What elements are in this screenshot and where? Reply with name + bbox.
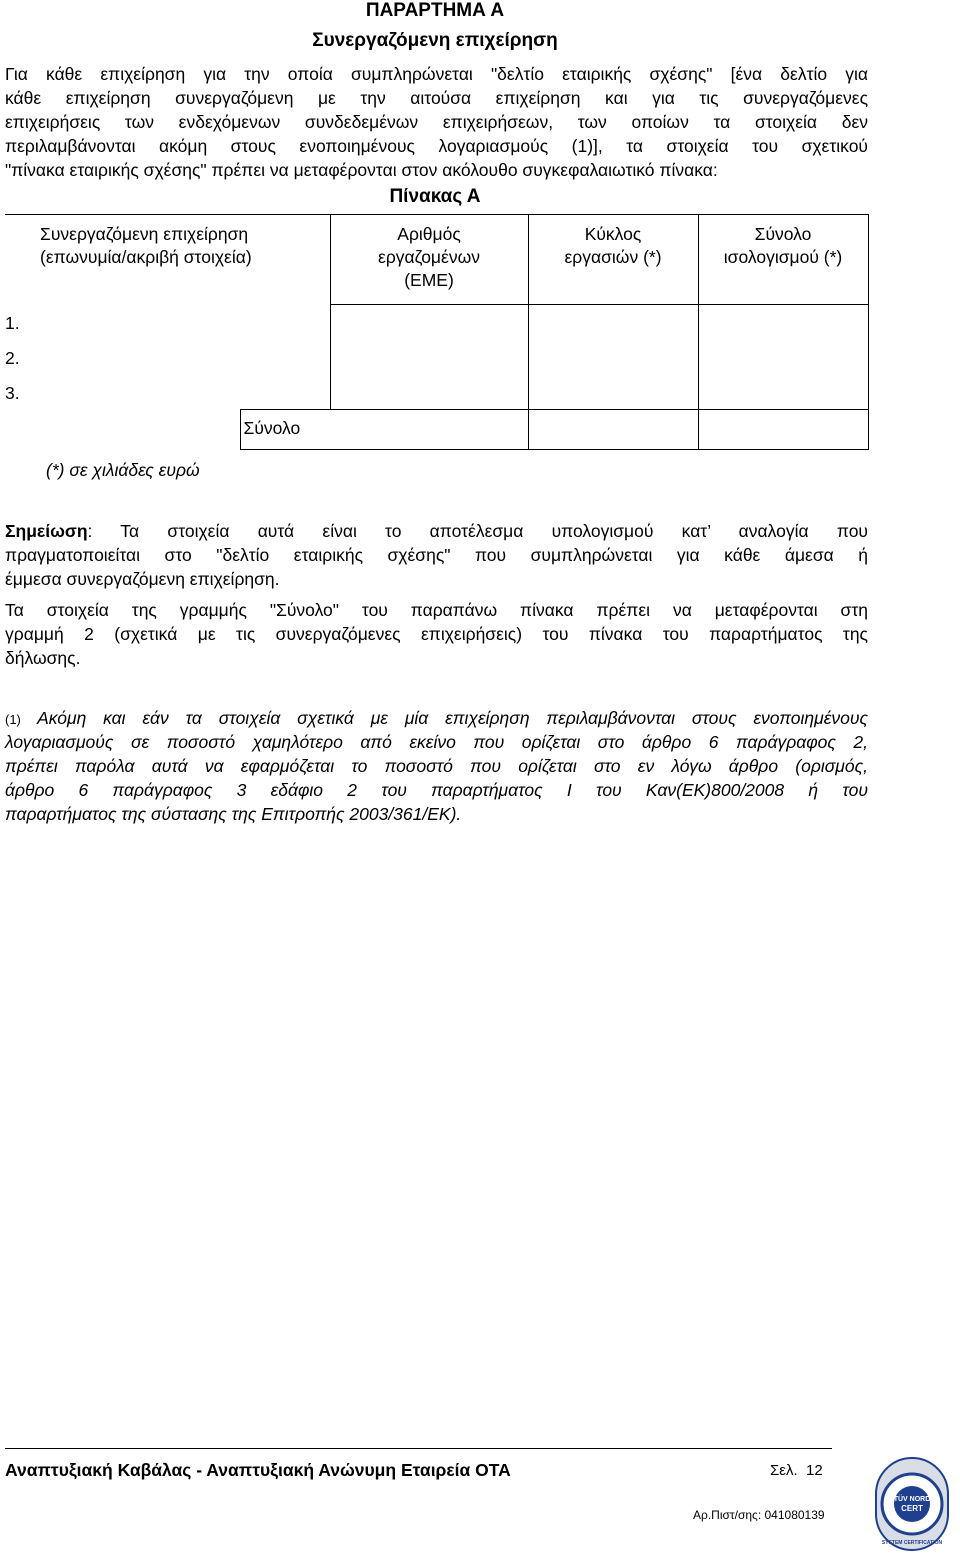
intro-line-3: επιχειρήσεις των ενδεχόμενων συνδεδεμένων επιχειρήσεων, των οποίων τα στοιχεία δεν xyxy=(5,112,868,132)
transfer-line-1: Τα στοιχεία της γραμμής "Σύνολο" του παραπάνω πίνακα πρέπει να μεταφέρονται στη xyxy=(5,600,868,620)
row-1-balance-cell xyxy=(698,305,868,340)
balance-header xyxy=(698,215,868,305)
total-balance-cell xyxy=(698,410,868,450)
total-turnover-cell xyxy=(528,410,698,450)
total-spacer xyxy=(5,410,240,450)
row-2-turnover-cell xyxy=(528,340,698,375)
note-line-1-text: : Τα στοιχεία αυτά είναι το αποτέλεσμα υπολογισμού κατ’ αναλογία που xyxy=(87,521,868,541)
stamp-mid-text: CERT xyxy=(901,1504,923,1513)
summary-table xyxy=(5,214,869,450)
table-title: Πίνακας Α xyxy=(389,186,481,207)
note-line-1 xyxy=(5,519,868,543)
footnote-line-3: πρέπει παρόλα αυτά να εφαρμόζεται το ποσοστό που ορίζεται στο εν λόγω άρθρο (ορισμός, xyxy=(5,756,868,776)
company-header xyxy=(5,215,330,305)
row-1-label: 1. xyxy=(5,312,20,333)
row-2-balance-cell xyxy=(698,340,868,375)
stamp-bottom-text: SYSTEM CERTIFICATION xyxy=(881,1540,943,1546)
certification-number: Αρ.Πιστ/σης: 041080139 xyxy=(693,1508,825,1522)
section-subtitle: Συνεργαζόμενη επιχείρηση xyxy=(312,30,558,51)
employees-header-line-2: εργαζομένων xyxy=(378,247,480,267)
footer-divider xyxy=(5,1448,832,1449)
turnover-header-line-2: εργασιών (*) xyxy=(564,247,662,267)
intro-line-1: Για κάθε επιχείρηση για την οποία συμπληρώνεται "δελτίο εταιρικής σχέσης" [ένα δελτίο για xyxy=(5,64,868,84)
employees-header-line-1: Αριθμός xyxy=(397,224,461,244)
intro-line-2: κάθε επιχείρηση συνεργαζόμενη με την αιτούσα επιχείρηση και για τις συνεργαζόμενες xyxy=(5,88,868,108)
turnover-header xyxy=(528,215,698,305)
row-3-employees-cell xyxy=(330,375,528,410)
page-label: Σελ. xyxy=(770,1462,798,1479)
row-1-turnover-cell xyxy=(528,305,698,340)
certification-stamp-icon xyxy=(872,1456,952,1552)
footnote-line-4: άρθρο 6 παράγραφος 3 εδάφιο 2 του παραρτήματος Ι του Καν(ΕΚ)800/2008 ή του xyxy=(5,780,868,800)
total-label-text: Σύνολο xyxy=(243,418,301,438)
note-label: Σημείωση xyxy=(5,521,88,541)
row-3-turnover-cell xyxy=(528,375,698,410)
stamp-top-text: TÜV NORD xyxy=(893,1496,931,1503)
intro-line-4: περιλαμβάνονται ακόμη στους ενοποιημένους λογαριασμούς (1)], τα στοιχεία του σχετικού xyxy=(5,136,868,156)
transfer-line-2: γραμμή 2 (σχετικά με τις συνεργαζόμενες επιχειρήσεις) του πίνακα του παραρτήματος της xyxy=(5,624,868,644)
employees-header xyxy=(330,215,528,305)
company-header-line-1: Συνεργαζόμενη επιχείρηση xyxy=(40,224,249,244)
company-header-line-2: (επωνυμία/ακριβή στοιχεία) xyxy=(40,247,252,267)
currency-note: (*) σε χιλιάδες ευρώ xyxy=(46,460,200,480)
note-line-2: πραγματοποιείται στο "δελτίο εταιρικής σχέσης" που συμπληρώνεται για κάθε άμεσα ή xyxy=(5,545,868,565)
turnover-header-line-1: Κύκλος xyxy=(584,224,642,244)
transfer-line-3: δήλωσης. xyxy=(5,648,81,668)
annex-title: ΠΑΡΑΡΤΗΜΑ Α xyxy=(365,0,505,21)
row-3-label: 3. xyxy=(5,382,20,403)
footnote-line-5: παραρτήματος της σύστασης της Επιτροπής 2003/361/ΕΚ). xyxy=(5,804,462,824)
row-2-employees-cell xyxy=(330,340,528,375)
footer-page xyxy=(770,1462,823,1479)
row-3-balance-cell xyxy=(698,375,868,410)
total-label xyxy=(240,410,528,450)
page-number: 12 xyxy=(805,1462,823,1479)
balance-header-line-1: Σύνολο xyxy=(754,224,812,244)
footnote-line-1 xyxy=(5,706,868,732)
footnote-marker: (1) xyxy=(5,712,21,727)
intro-line-5: "πίνακα εταιρικής σχέσης" πρέπει να μεταφέρονται στον ακόλουθο συγκεφαλαιωτικό πίνακα: xyxy=(5,160,718,180)
row-2-label: 2. xyxy=(5,347,20,368)
footnote-line-1-text: Ακόμη και εάν τα στοιχεία σχετικά με μία επιχείρηση περιλαμβάνονται στους ενοποιημένους xyxy=(20,708,868,728)
footer-organization: Αναπτυξιακή Καβάλας - Αναπτυξιακή Ανώνυμη Εταιρεία ΟΤΑ xyxy=(5,1460,511,1480)
note-line-3: έμμεσα συνεργαζόμενη επιχείρηση. xyxy=(5,569,280,589)
balance-header-line-2: ισολογισμού (*) xyxy=(723,247,843,267)
footnote-line-2: λογαριασμούς σε ποσοστό χαμηλότερο από εκείνο που ορίζεται στο άρθρο 6 παράγραφος 2, xyxy=(5,732,868,752)
employees-header-line-3: (ΕΜΕ) xyxy=(404,270,454,290)
row-1-employees-cell xyxy=(330,305,528,340)
